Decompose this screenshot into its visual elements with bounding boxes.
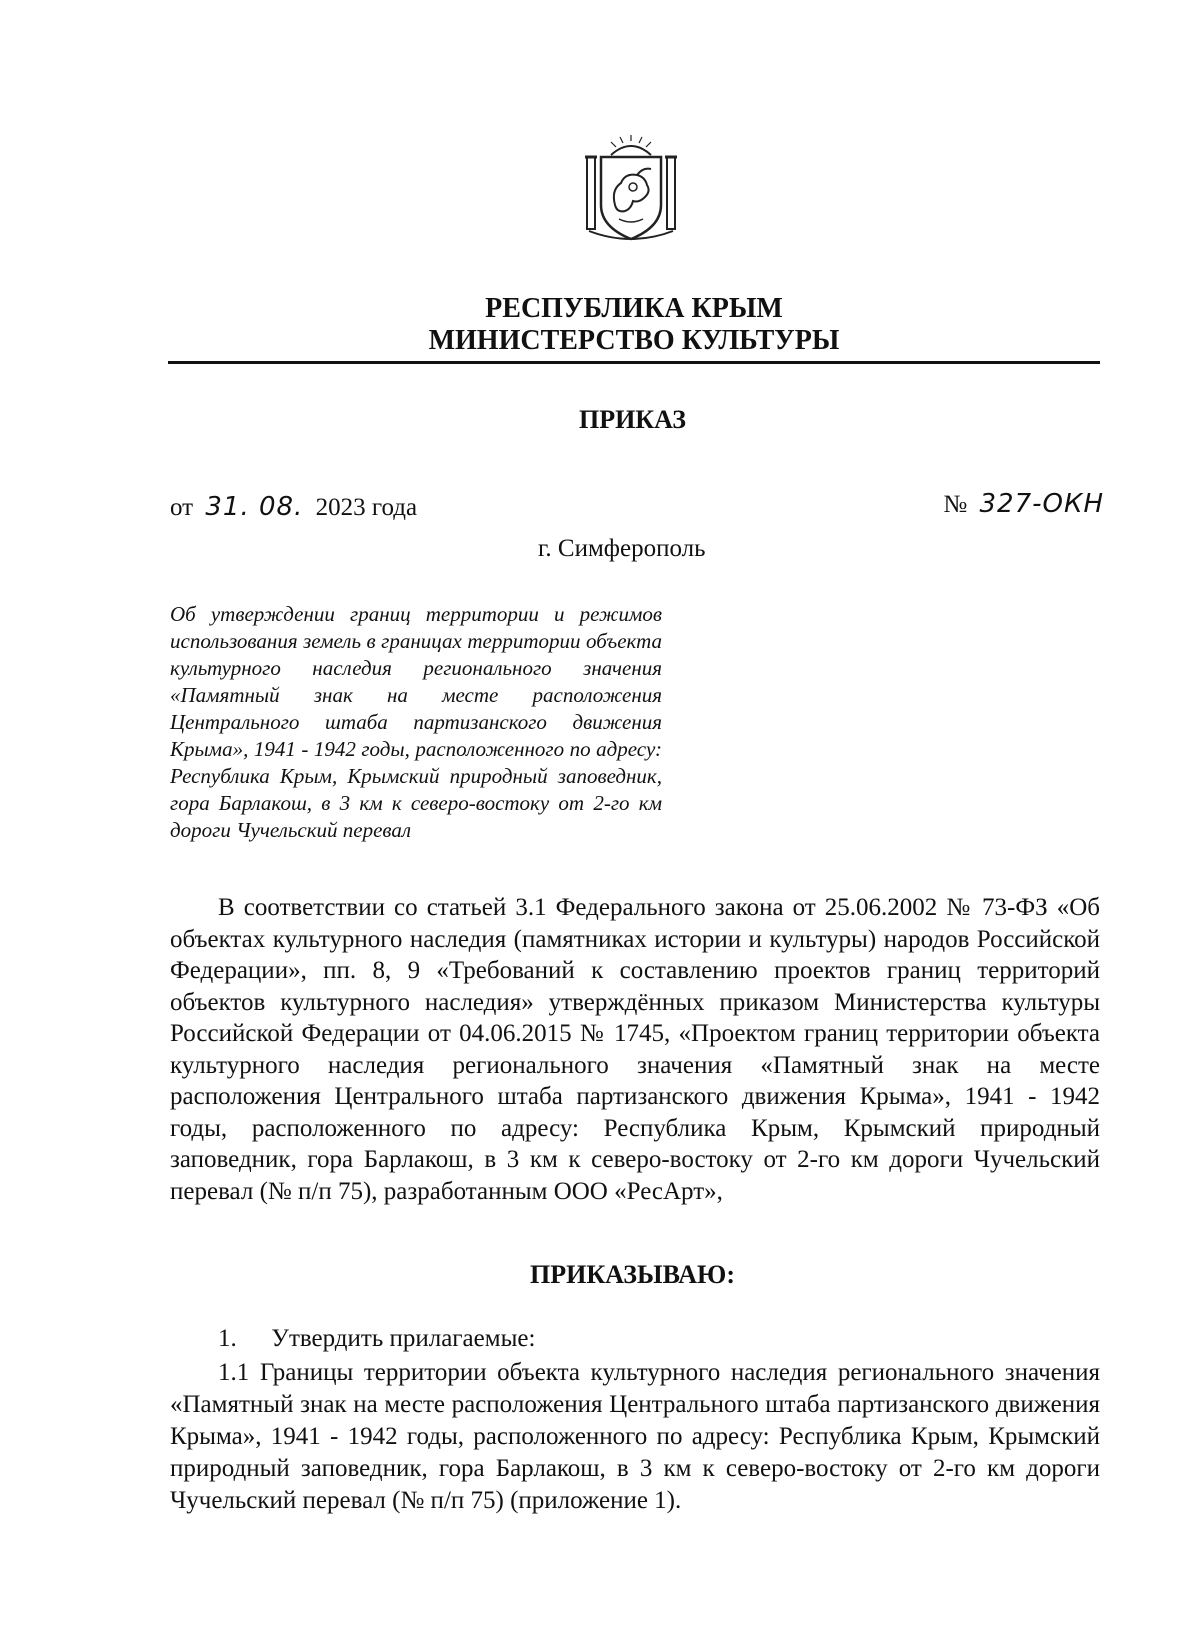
item-text: Утвердить прилагаемые: — [271, 1325, 536, 1352]
org-header — [168, 293, 1100, 357]
document-type: ПРИКАЗ — [578, 405, 687, 434]
order-subject: Об утверждении границ территории и режимов использования земель в границах территории объекта культурного наследия регионального значения «Памятный знак на месте расположения Центрального штаба партизанского движения Крыма», 1941 - 1942 годы, расположенного по адресу: Республика Крым, Крымский природный заповедник, гора Барлакош, в 3 км к северо-востоку от 2-го км дороги Чучельский перевал — [170, 602, 662, 842]
list-item — [170, 1357, 1100, 1517]
city: г. Симферополь — [538, 535, 706, 562]
date-year: 2023 года — [315, 494, 418, 521]
item-number: 1. — [218, 1325, 237, 1352]
crimea-coat-of-arms-icon — [581, 135, 681, 247]
date-prefix: от — [170, 494, 194, 521]
order-number — [943, 489, 1104, 519]
date-handwritten: 31. 08. — [205, 492, 304, 522]
number-prefix: № — [943, 491, 968, 518]
number-handwritten: 327-ОКН — [979, 489, 1104, 519]
order-directive: ПРИКАЗЫВАЮ: — [530, 1260, 735, 1289]
preamble-paragraph: В соответствии со статьей 3.1 Федерального закона от 25.06.2002 № 73-ФЗ «Об объектах культурного наследия (памятниках истории и культуры) народов Российской Федерации», пп. 8, 9 «Требований к составлению проектов границ территорий объектов культурного наследия» утверждённых приказом Министерства культуры Российской Федерации от 04.06.2015 № 1745, «Проектом границ территории объекта культурного наследия регионального значения «Памятный знак на месте расположения Центрального штаба партизанского движения Крыма», 1941 - 1942 годы, расположенного по адресу: Республика Крым, Крымский природный заповедник, гора Барлакош, в 3 км к северо-востоку от 2-го км дороги Чучельский перевал (№ п/п 75), разработанным ООО «РесАрт», — [170, 894, 1100, 1205]
list-item — [218, 1325, 535, 1353]
item-text: Границы территории объекта культурного наследия регионального значения «Памятный знак на месте расположения Центрального штаба партизанского движения Крыма», 1941 - 1942 годы, расположенного по адресу: Республика Крым, Крымский природный заповедник, гора Барлакош, в 3 км к северо-востоку от 2-го км дороги Чучельский перевал (№ п/п 75) (приложение 1). — [170, 1359, 1101, 1514]
item-number: 1.1 — [218, 1359, 250, 1386]
header-ministry: МИНИСТЕРСТВО КУЛЬТУРЫ — [428, 325, 840, 356]
header-republic: РЕСПУБЛИКА КРЫМ — [485, 293, 783, 324]
order-date — [170, 492, 417, 522]
header-divider — [168, 361, 1100, 364]
